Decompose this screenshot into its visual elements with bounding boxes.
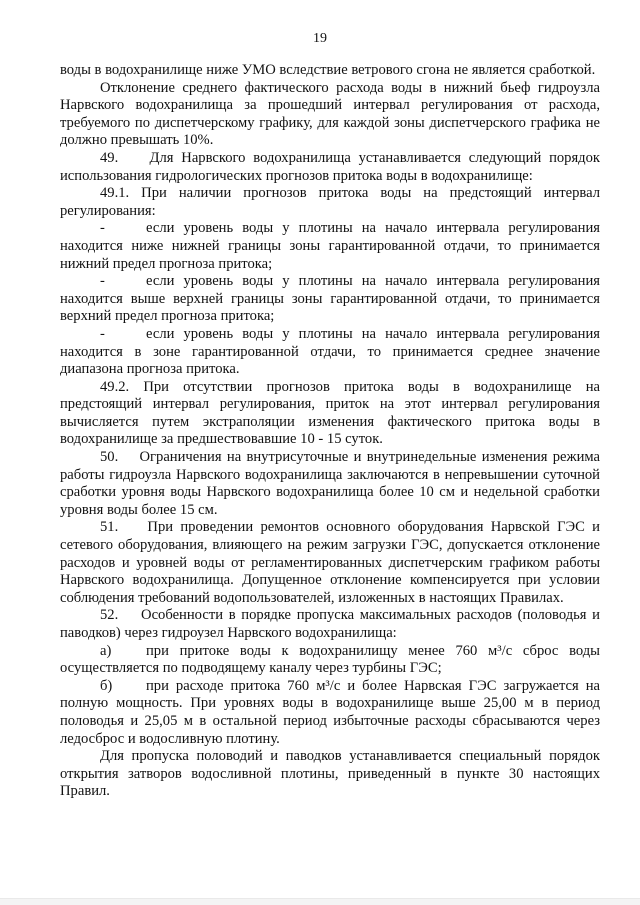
paragraph-p08	[60, 378, 604, 449]
paragraph-text: 49.1. При наличии прогнозов притока воды на предстоящий интервал регулирования:	[60, 185, 604, 219]
page-number: 19	[313, 31, 327, 46]
list-label: б)	[100, 677, 113, 694]
paragraph-text: при расходе притока 760 м³/с и более Нарвская ГЭС загружается на полную мощность. При уровнях воды в водохранилище выше 25,00 м в период половодья и 25,05 м в остальной период избыточные расходы сбрасываются через ледосброс и водосливную плотину.	[60, 677, 604, 747]
paragraph-p12	[60, 642, 604, 678]
list-label: а)	[100, 642, 112, 659]
list-dash: -	[100, 273, 105, 290]
paragraph-text: если уровень воды у плотины на начало интервала регулирования находится ниже нижней границы зоны гарантированной отдачи, то принимается нижний предел прогноза притока;	[60, 220, 604, 272]
paragraph-p05	[60, 220, 604, 273]
paragraph-p03	[60, 149, 604, 185]
paragraph-p02	[60, 79, 604, 150]
paragraph-p07	[60, 325, 604, 379]
paragraph-text: если уровень воды у плотины на начало интервала регулирования находится в зоне гарантированной отдачи, то принимается среднее значение диапазона прогноза притока.	[60, 325, 604, 378]
paragraph-text: воды в водохранилище ниже УМО вследствие ветрового сгона не является сработкой.	[60, 62, 596, 78]
paragraph-text: 49. Для Нарвского водохранилища устанавливается следующий порядок использования гидрологических прогнозов притока воды в водохранилище:	[60, 149, 604, 184]
list-dash: -	[100, 325, 105, 342]
scan-bottom-edge	[0, 898, 640, 905]
document-body	[60, 62, 604, 801]
paragraph-p04	[60, 185, 604, 220]
paragraph-text: если уровень воды у плотины на начало интервала регулирования находится выше верхней границы зоны гарантированной отдачи, то принимается верхний предел прогноза притока;	[60, 273, 604, 325]
paragraph-text: Для пропуска половодий и паводков устанавливается специальный порядок открытия затворов водосливной плотины, приведенный в пункте 30 настоящих Правил.	[60, 748, 604, 800]
paragraph-p10	[60, 519, 604, 607]
paragraph-text: 52. Особенности в порядке пропуска максимальных расходов (половодья и паводков) через гидроузел Нарвского водохранилища:	[60, 607, 604, 641]
paragraph-text: Отклонение среднего фактического расхода воды в нижний бьеф гидроузла Нарвского водохранилища за прошедший интервал регулирования от расхода, требуемого по диспетчерскому графику, для каждой зоны диспетчерского графика не должно превышать 10%.	[60, 79, 604, 149]
paragraph-p11	[60, 607, 604, 642]
paragraph-p06	[60, 273, 604, 326]
paragraph-p01	[60, 62, 600, 80]
paragraph-p14	[60, 748, 604, 801]
paragraph-text: 49.2. При отсутствии прогнозов притока воды в водохранилище на предстоящий интервал регулирования, приток на этот интервал регулирования вычисляется путем экстраполяции изменения фактического притока воды в водохранилище за предшествовавшие 10 - 15 суток.	[60, 378, 604, 448]
paragraph-text: 51. При проведении ремонтов основного оборудования Нарвской ГЭС и сетевого оборудования, влияющего на режим загрузки ГЭС, допускается отклонение расходов и уровней воды от регламентированных диспетчерским графиком работы Нарвского водохранилища. Допущенное отклонение компенсируется при условии соблюдения требований водопользователей, изложенных в настоящих Правилах.	[60, 519, 604, 606]
paragraph-text: при притоке воды к водохранилищу менее 760 м³/с сброс воды осуществляется по подводящему каналу через турбины ГЭС;	[60, 642, 604, 677]
paragraph-text: 50. Ограничения на внутрисуточные и внутринедельные изменения режима работы гидроузла Нарвского водохранилища заключаются в непревышении суточной сработки уровня воды Нарвского водохранилища более 10 см и недельной сработки уровня воды более 15 см.	[60, 449, 604, 518]
paragraph-p13	[60, 677, 604, 748]
paragraph-p09	[60, 449, 604, 519]
list-dash: -	[100, 220, 105, 237]
